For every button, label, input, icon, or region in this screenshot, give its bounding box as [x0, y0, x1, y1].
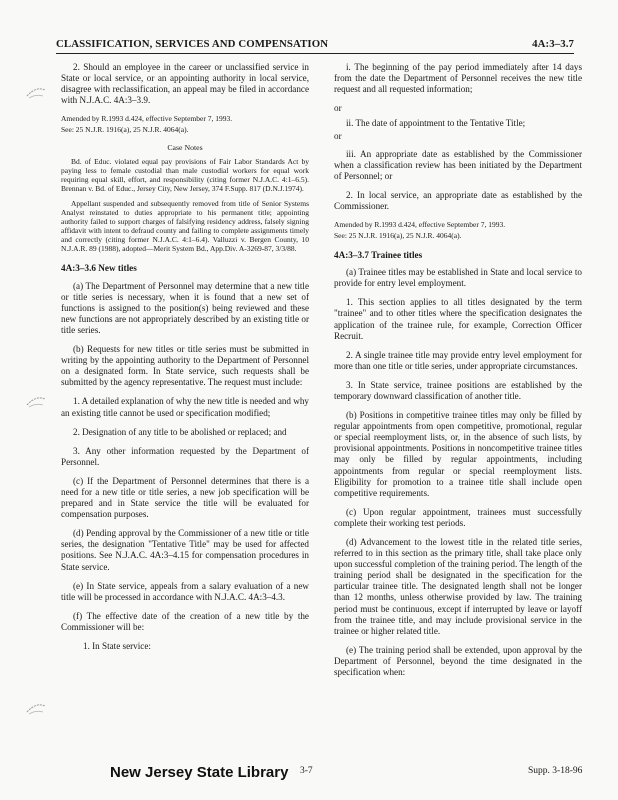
- header-section-number: 4A:3–3.7: [532, 38, 574, 50]
- header-title: CLASSIFICATION, SERVICES AND COMPENSATION: [56, 38, 329, 50]
- section-title-new-titles: 4A:3–3.6 New titles: [61, 263, 137, 274]
- paragraph-c: (c) Upon regular appointment, trainees must successfully complete their working test periods.: [334, 506, 582, 528]
- hole-punch-mark-middle: [24, 393, 48, 409]
- paragraph-b: (b) Requests for new titles or title series must be submitted in writing by the appointing authority to the Department of Personnel on a designated form. In State service, such requests shall be submitted by the agency representative. The request must include:: [61, 344, 309, 388]
- library-stamp: New Jersey State Library: [110, 764, 289, 781]
- amendment-see: See: 25 N.J.R. 1916(a), 25 N.J.R. 4064(a).: [334, 231, 462, 241]
- item-b2: 2. Designation of any title to be abolished or replaced; and: [73, 426, 287, 437]
- paragraph-e: (e) In State service, appeals from a salary evaluation of a new title will be processed in accordance with N.J.A.C. 4A:3–4.3.: [61, 580, 309, 602]
- left-column: [61, 62, 309, 660]
- right-column: [334, 62, 582, 686]
- paragraph-a: (a) Trainee titles may be established in State and local service to provide for entry level employment.: [334, 267, 582, 289]
- item-ii: ii. The date of appointment to the Tentative Title;: [346, 118, 526, 129]
- item-iii: iii. An appropriate date as established by the Commissioner when a classification review has been initiated by the Department of Personnel; or: [334, 148, 582, 181]
- paragraph-d: (d) Advancement to the lowest title in the related title series, referred to in this section as the primary title, shall take place only upon successful completion of the training period. The length of the training period shall be designated in the specification for the particular trainee title. The designated length shall not be longer than 12 months, unless otherwise provided by law. The training period must be continuous, except if interrupted by leave or layoff from the trainee title, and may include provisional service in the trainee or higher related title.: [334, 537, 582, 636]
- amendment-see: See: 25 N.J.R. 1916(a), 25 N.J.R. 4064(a).: [61, 125, 189, 135]
- paragraph-e: (e) The training period shall be extended, upon approval by the Department of Personnel, beyond the time designated in the specification when:: [334, 644, 582, 678]
- paragraph-appeal: 2. Should an employee in the career or unclassified service in State or local service, or an appointing authority in local service, disagree with reclassification, an appeal may be filed in accordance with N.J.A.C. 4A:3–3.9.: [61, 62, 309, 106]
- case-note: Appellant suspended and subsequently removed from title of Senior Systems Analyst reinstated to duties appropriate to his permanent title; appointing authority failed to support charges of falsifying residency address, falsely signing affidavit with intent to defraud county and failing to complete assignments timely and correctly (citing former N.J.A.C. 4:1–6.4). Valluzzi v. Bergen County, 10 N.J.A.R. 89 (1988), adopted—Merit System Bd., App.Div. A-3269-87, 3/3/88.: [61, 199, 309, 254]
- item-f1: 1. In State service:: [83, 641, 151, 651]
- item-a3: 3. In State service, trainee positions are established by the temporary downward classification of another title.: [334, 379, 582, 401]
- case-note: Bd. of Educ. violated equal pay provisions of Fair Labor Standards Act by paying less to female custodial than male custodial workers for equal work requiring equal skill, effort, and responsibility (citing former N.J.A.C. 4:1–6.5). Brennan v. Bd. of Educ., Jersey City, New Jersey, 374 F.Supp. 817 (D.N.J.1974).: [61, 157, 309, 194]
- paragraph-b: (b) Positions in competitive trainee titles may only be filled by regular appointments from open competitive, promotional, regular or special reemployment lists, or, in the absence of such lists, by provisional appointments. Positions in noncompetitive trainee titles may only be filled by regular appointments, including appointments from regular or special reemployment lists. Eligibility for promotion to a trainee title shall include open competitive requirements.: [334, 410, 582, 498]
- page-footer: [0, 764, 618, 784]
- item-i: i. The beginning of the pay period immediately after 14 days from the date the Department of Personnel receives the new title request and all requested information;: [334, 62, 582, 95]
- item-a1: 1. This section applies to all titles designated by the term "trainee" and to other titles where the specification designates the application of the trainee rule, for example, Correction Officer Recruit.: [334, 297, 582, 341]
- item-b1: 1. A detailed explanation of why the new title is needed and why an existing title cannot be used or specification modified;: [61, 396, 309, 418]
- section-title-trainee-titles: 4A:3–3.7 Trainee titles: [334, 250, 423, 261]
- paragraph-f: (f) The effective date of the creation of a new title by the Commissioner will be:: [61, 610, 309, 632]
- supplement-date: Supp. 3-18-96: [528, 766, 583, 776]
- paragraph-c: (c) If the Department of Personnel determines that there is a need for a new title or title series, a new job specification will be prepared and in State service the title will be evaluated for compensation purposes.: [61, 475, 309, 520]
- paragraph-local-service: 2. In local service, an appropriate date as established by the Commissioner.: [334, 189, 582, 211]
- paragraph-d: (d) Pending approval by the Commissioner of a new title or title series, the designation "Tentative Title" may be used for affected positions. See N.J.A.C. 4A:3–4.15 for compensation procedures in State service.: [61, 528, 309, 572]
- page-header: [56, 38, 574, 54]
- page-number: 3-7: [300, 766, 313, 776]
- hole-punch-mark-bottom: [24, 700, 48, 716]
- or-connector: or: [334, 131, 342, 142]
- or-connector: or: [334, 103, 342, 114]
- hole-punch-mark-top: [24, 84, 48, 100]
- amendment-note: Amended by R.1993 d.424, effective September 7, 1993.: [334, 220, 506, 230]
- case-notes-title: Case Notes: [167, 143, 203, 153]
- amendment-note: Amended by R.1993 d.424, effective September 7, 1993.: [61, 114, 233, 124]
- item-a2: 2. A single trainee title may provide entry level employment for more than one title or title series, under appropriate circumstances.: [334, 349, 582, 371]
- paragraph-a: (a) The Department of Personnel may determine that a new title or title series is necessary, when it is found that a new set of functions is assigned to the position(s) being reviewed and these new functions are not appropriately described by an existing title or title series.: [61, 280, 309, 335]
- item-b3: 3. Any other information requested by the Department of Personnel.: [61, 445, 309, 467]
